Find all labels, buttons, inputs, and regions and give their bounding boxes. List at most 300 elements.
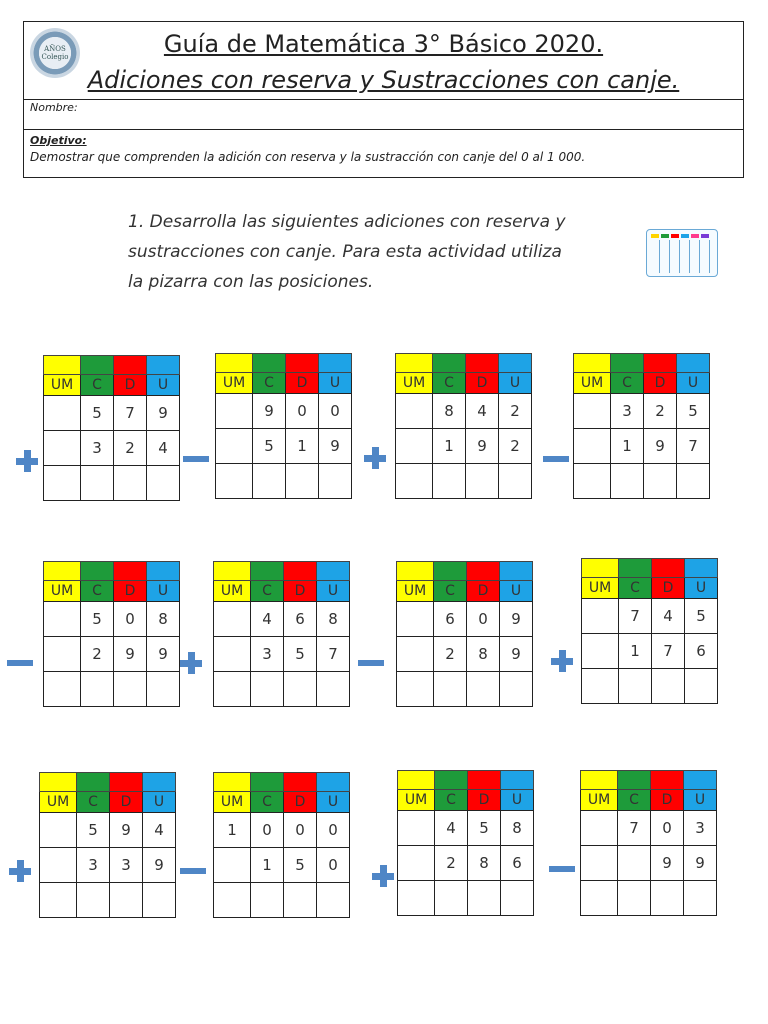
header-row [396, 373, 532, 394]
color-swatch-um [214, 773, 251, 792]
column-header-c: C [81, 581, 114, 602]
place-value-grid [43, 355, 180, 501]
first-number-row [40, 813, 176, 848]
column-header-u: U [685, 578, 718, 599]
answer-cell[interactable] [216, 464, 253, 499]
column-header-c: C [611, 373, 644, 394]
header-row [581, 790, 717, 811]
second-number-row [582, 634, 718, 669]
column-header-d: D [284, 581, 317, 602]
answer-cell[interactable] [284, 672, 317, 707]
digit-cell: 5 [253, 429, 286, 464]
title-row [24, 22, 743, 100]
column-header-c: C [618, 790, 651, 811]
color-swatch-u [499, 354, 532, 373]
answer-row [214, 672, 350, 707]
answer-cell[interactable] [466, 464, 499, 499]
digit-cell: 9 [110, 813, 143, 848]
answer-cell[interactable] [468, 881, 501, 916]
digit-cell: 2 [114, 431, 147, 466]
digit-cell [44, 431, 81, 466]
digit-cell [396, 394, 433, 429]
answer-cell[interactable] [651, 881, 684, 916]
column-header-um: UM [398, 790, 435, 811]
digit-cell: 7 [618, 811, 651, 846]
color-swatch-d [652, 559, 685, 578]
color-swatch-um [214, 562, 251, 581]
column-header-d: D [468, 790, 501, 811]
answer-cell[interactable] [435, 881, 468, 916]
digit-cell [396, 429, 433, 464]
digit-cell: 1 [619, 634, 652, 669]
digit-cell: 9 [147, 637, 180, 672]
digit-cell: 1 [214, 813, 251, 848]
answer-cell[interactable] [317, 883, 350, 918]
color-swatch-um [574, 354, 611, 373]
answer-cell[interactable] [319, 464, 352, 499]
color-swatch-c [433, 354, 466, 373]
answer-cell[interactable] [44, 466, 81, 501]
answer-cell[interactable] [81, 672, 114, 707]
digit-cell: 5 [468, 811, 501, 846]
column-header-d: D [466, 373, 499, 394]
color-swatch-c [434, 562, 467, 581]
color-swatch-d [114, 562, 147, 581]
place-value-grid [39, 772, 176, 918]
digit-cell: 7 [619, 599, 652, 634]
digit-cell: 1 [286, 429, 319, 464]
color-swatch-d [468, 771, 501, 790]
column-header-c: C [253, 373, 286, 394]
answer-cell[interactable] [581, 881, 618, 916]
color-swatch-um [397, 562, 434, 581]
plus-sign-icon [9, 860, 31, 882]
column-header-u: U [319, 373, 352, 394]
column-header-c: C [434, 581, 467, 602]
color-swatch-c [619, 559, 652, 578]
digit-cell: 3 [611, 394, 644, 429]
color-swatch-c [81, 356, 114, 375]
digit-cell: 4 [652, 599, 685, 634]
answer-row [40, 883, 176, 918]
digit-cell: 0 [114, 602, 147, 637]
column-header-u: U [500, 581, 533, 602]
color-swatch-d [114, 356, 147, 375]
answer-cell[interactable] [501, 881, 534, 916]
digit-cell: 9 [147, 396, 180, 431]
digit-cell: 5 [77, 813, 110, 848]
second-number-row [581, 846, 717, 881]
answer-cell[interactable] [619, 669, 652, 704]
place-value-grid [581, 558, 718, 704]
column-header-c: C [77, 792, 110, 813]
digit-cell: 8 [468, 846, 501, 881]
digit-cell [581, 811, 618, 846]
place-value-grid [395, 353, 532, 499]
objective-text: Demostrar que comprenden la adición con reserva y la sustracción con canje del 0 al 1 000. [30, 150, 586, 164]
answer-cell[interactable] [77, 883, 110, 918]
plus-sign-icon [180, 652, 202, 674]
digit-cell: 7 [317, 637, 350, 672]
digit-cell: 9 [319, 429, 352, 464]
column-header-d: D [284, 792, 317, 813]
first-number-row [214, 602, 350, 637]
first-number-row [396, 394, 532, 429]
color-row [214, 773, 350, 792]
color-swatch-um [398, 771, 435, 790]
column-header-c: C [435, 790, 468, 811]
digit-cell: 9 [253, 394, 286, 429]
first-number-row [582, 599, 718, 634]
digit-cell: 7 [114, 396, 147, 431]
digit-cell: 8 [433, 394, 466, 429]
answer-row [581, 881, 717, 916]
minus-sign-icon [183, 456, 209, 462]
first-number-row [398, 811, 534, 846]
objective-label: Objetivo: [30, 134, 87, 147]
digit-cell: 4 [435, 811, 468, 846]
answer-cell[interactable] [251, 883, 284, 918]
first-number-row [214, 813, 350, 848]
column-header-d: D [114, 581, 147, 602]
color-swatch-um [396, 354, 433, 373]
answer-cell[interactable] [685, 669, 718, 704]
digit-cell: 0 [286, 394, 319, 429]
color-swatch-u [147, 562, 180, 581]
digit-cell: 5 [284, 848, 317, 883]
column-header-c: C [251, 581, 284, 602]
plus-sign-icon [551, 650, 573, 672]
digit-cell: 6 [284, 602, 317, 637]
answer-cell[interactable] [44, 672, 81, 707]
answer-row [582, 669, 718, 704]
column-header-d: D [644, 373, 677, 394]
place-value-grid [215, 353, 352, 499]
color-row [396, 354, 532, 373]
minus-sign-icon [180, 868, 206, 874]
answer-row [214, 883, 350, 918]
digit-cell: 4 [143, 813, 176, 848]
digit-cell [40, 848, 77, 883]
color-swatch-c [77, 773, 110, 792]
header-row [216, 373, 352, 394]
answer-cell[interactable] [684, 881, 717, 916]
digit-cell [582, 634, 619, 669]
answer-cell[interactable] [214, 883, 251, 918]
column-header-um: UM [396, 373, 433, 394]
answer-cell[interactable] [253, 464, 286, 499]
color-swatch-c [618, 771, 651, 790]
place-value-grid [397, 770, 534, 916]
column-header-d: D [652, 578, 685, 599]
answer-cell[interactable] [143, 883, 176, 918]
answer-row [398, 881, 534, 916]
digit-cell [216, 394, 253, 429]
digit-cell: 9 [684, 846, 717, 881]
second-number-row [40, 848, 176, 883]
second-number-row [397, 637, 533, 672]
digit-cell: 5 [81, 602, 114, 637]
column-header-u: U [499, 373, 532, 394]
color-swatch-d [466, 354, 499, 373]
second-number-row [44, 431, 180, 466]
color-swatch-u [677, 354, 710, 373]
place-value-board-icon [646, 229, 718, 277]
color-row [398, 771, 534, 790]
header-row [40, 792, 176, 813]
digit-cell: 2 [499, 429, 532, 464]
color-swatch-c [251, 562, 284, 581]
column-header-um: UM [214, 792, 251, 813]
digit-cell: 8 [501, 811, 534, 846]
digit-cell: 0 [651, 811, 684, 846]
answer-cell[interactable] [147, 672, 180, 707]
color-swatch-d [284, 562, 317, 581]
color-swatch-d [467, 562, 500, 581]
digit-cell: 4 [147, 431, 180, 466]
column-header-um: UM [581, 790, 618, 811]
answer-cell[interactable] [114, 466, 147, 501]
digit-cell [397, 602, 434, 637]
color-row [582, 559, 718, 578]
column-header-u: U [317, 792, 350, 813]
digit-cell: 9 [651, 846, 684, 881]
first-number-row [397, 602, 533, 637]
answer-cell[interactable] [398, 881, 435, 916]
header-row [44, 375, 180, 396]
column-header-d: D [286, 373, 319, 394]
second-number-row [44, 637, 180, 672]
minus-sign-icon [358, 660, 384, 666]
header-row [582, 578, 718, 599]
color-swatch-c [435, 771, 468, 790]
digit-cell: 9 [466, 429, 499, 464]
answer-cell[interactable] [433, 464, 466, 499]
digit-cell: 9 [644, 429, 677, 464]
digit-cell: 4 [466, 394, 499, 429]
answer-cell[interactable] [147, 466, 180, 501]
first-number-row [44, 602, 180, 637]
color-swatch-c [81, 562, 114, 581]
column-header-c: C [619, 578, 652, 599]
second-number-row [216, 429, 352, 464]
answer-cell[interactable] [618, 881, 651, 916]
digit-cell: 3 [251, 637, 284, 672]
digit-cell [214, 602, 251, 637]
place-value-grid [213, 561, 350, 707]
answer-cell[interactable] [284, 883, 317, 918]
answer-cell[interactable] [286, 464, 319, 499]
place-value-grid [43, 561, 180, 707]
column-header-c: C [81, 375, 114, 396]
name-label: Nombre: [30, 101, 78, 114]
digit-cell: 5 [677, 394, 710, 429]
color-swatch-u [317, 562, 350, 581]
color-swatch-u [685, 559, 718, 578]
color-swatch-um [44, 562, 81, 581]
answer-cell[interactable] [434, 672, 467, 707]
digit-cell: 1 [251, 848, 284, 883]
digit-cell: 2 [434, 637, 467, 672]
color-swatch-d [286, 354, 319, 373]
digit-cell [214, 848, 251, 883]
digit-cell: 3 [77, 848, 110, 883]
digit-cell: 0 [251, 813, 284, 848]
color-swatch-um [581, 771, 618, 790]
digit-cell [398, 811, 435, 846]
answer-cell[interactable] [397, 672, 434, 707]
second-number-row [398, 846, 534, 881]
header-row [397, 581, 533, 602]
answer-cell[interactable] [582, 669, 619, 704]
color-swatch-u [319, 354, 352, 373]
answer-cell[interactable] [677, 464, 710, 499]
digit-cell [216, 429, 253, 464]
color-swatch-u [143, 773, 176, 792]
color-swatch-d [644, 354, 677, 373]
worksheet-title: Guía de Matemática 3° Básico 2020. [163, 30, 604, 58]
first-number-row [581, 811, 717, 846]
name-field[interactable] [24, 99, 743, 130]
digit-cell: 0 [317, 848, 350, 883]
digit-cell [397, 637, 434, 672]
digit-cell: 4 [251, 602, 284, 637]
answer-row [44, 672, 180, 707]
header-row [574, 373, 710, 394]
color-row [574, 354, 710, 373]
digit-cell: 2 [644, 394, 677, 429]
answer-cell[interactable] [317, 672, 350, 707]
answer-cell[interactable] [611, 464, 644, 499]
answer-cell[interactable] [110, 883, 143, 918]
color-swatch-um [44, 356, 81, 375]
color-swatch-u [317, 773, 350, 792]
column-header-d: D [651, 790, 684, 811]
second-number-row [396, 429, 532, 464]
place-value-grid [213, 772, 350, 918]
digit-cell: 7 [677, 429, 710, 464]
place-value-grid [573, 353, 710, 499]
color-row [44, 356, 180, 375]
color-swatch-u [684, 771, 717, 790]
second-number-row [574, 429, 710, 464]
header-row [398, 790, 534, 811]
column-header-u: U [677, 373, 710, 394]
plus-sign-icon [16, 450, 38, 472]
worksheet-subtitle: Adiciones con reserva y Sustracciones con canje. [87, 66, 680, 94]
digit-cell [44, 602, 81, 637]
first-number-row [574, 394, 710, 429]
minus-sign-icon [549, 866, 575, 872]
digit-cell [618, 846, 651, 881]
column-header-um: UM [397, 581, 434, 602]
color-swatch-c [611, 354, 644, 373]
instruction-text: 1. Desarrolla las siguientes adiciones con reserva y sustracciones con canje. Para esta actividad utiliza la pizarra con las posiciones. [128, 212, 566, 292]
digit-cell: 5 [685, 599, 718, 634]
column-header-u: U [501, 790, 534, 811]
column-header-um: UM [44, 375, 81, 396]
color-row [397, 562, 533, 581]
column-header-d: D [467, 581, 500, 602]
column-header-um: UM [214, 581, 251, 602]
digit-cell: 8 [317, 602, 350, 637]
digit-cell: 1 [433, 429, 466, 464]
digit-cell [582, 599, 619, 634]
place-value-grid [396, 561, 533, 707]
column-header-u: U [147, 581, 180, 602]
digit-cell: 1 [611, 429, 644, 464]
answer-cell[interactable] [574, 464, 611, 499]
digit-cell: 6 [501, 846, 534, 881]
answer-cell[interactable] [81, 466, 114, 501]
answer-cell[interactable] [251, 672, 284, 707]
color-swatch-um [582, 559, 619, 578]
color-swatch-u [501, 771, 534, 790]
answer-cell[interactable] [467, 672, 500, 707]
logo-text: AÑOS Colegio [41, 45, 69, 61]
digit-cell: 7 [652, 634, 685, 669]
answer-cell[interactable] [40, 883, 77, 918]
column-header-um: UM [582, 578, 619, 599]
digit-cell: 9 [143, 848, 176, 883]
color-swatch-d [284, 773, 317, 792]
color-row [44, 562, 180, 581]
digit-cell: 8 [147, 602, 180, 637]
color-swatch-d [651, 771, 684, 790]
color-swatch-um [40, 773, 77, 792]
header-row [44, 581, 180, 602]
column-header-d: D [110, 792, 143, 813]
answer-cell[interactable] [114, 672, 147, 707]
answer-cell[interactable] [644, 464, 677, 499]
digit-cell: 3 [81, 431, 114, 466]
column-header-u: U [317, 581, 350, 602]
answer-cell[interactable] [396, 464, 433, 499]
answer-cell[interactable] [214, 672, 251, 707]
answer-cell[interactable] [500, 672, 533, 707]
digit-cell [44, 637, 81, 672]
answer-cell[interactable] [652, 669, 685, 704]
answer-row [397, 672, 533, 707]
digit-cell: 0 [284, 813, 317, 848]
second-number-row [214, 637, 350, 672]
answer-row [44, 466, 180, 501]
digit-cell: 5 [284, 637, 317, 672]
digit-cell: 5 [81, 396, 114, 431]
column-header-um: UM [216, 373, 253, 394]
column-header-um: UM [40, 792, 77, 813]
digit-cell: 9 [500, 602, 533, 637]
first-number-row [216, 394, 352, 429]
answer-cell[interactable] [499, 464, 532, 499]
digit-cell: 8 [467, 637, 500, 672]
color-swatch-u [500, 562, 533, 581]
answer-row [574, 464, 710, 499]
header-row [214, 581, 350, 602]
second-number-row [214, 848, 350, 883]
digit-cell [581, 846, 618, 881]
digit-cell: 6 [434, 602, 467, 637]
digit-cell [214, 637, 251, 672]
column-header-um: UM [44, 581, 81, 602]
column-header-u: U [147, 375, 180, 396]
minus-sign-icon [7, 660, 33, 666]
header-row [214, 792, 350, 813]
color-swatch-d [110, 773, 143, 792]
digit-cell: 9 [114, 637, 147, 672]
digit-cell: 3 [684, 811, 717, 846]
color-swatch-um [216, 354, 253, 373]
